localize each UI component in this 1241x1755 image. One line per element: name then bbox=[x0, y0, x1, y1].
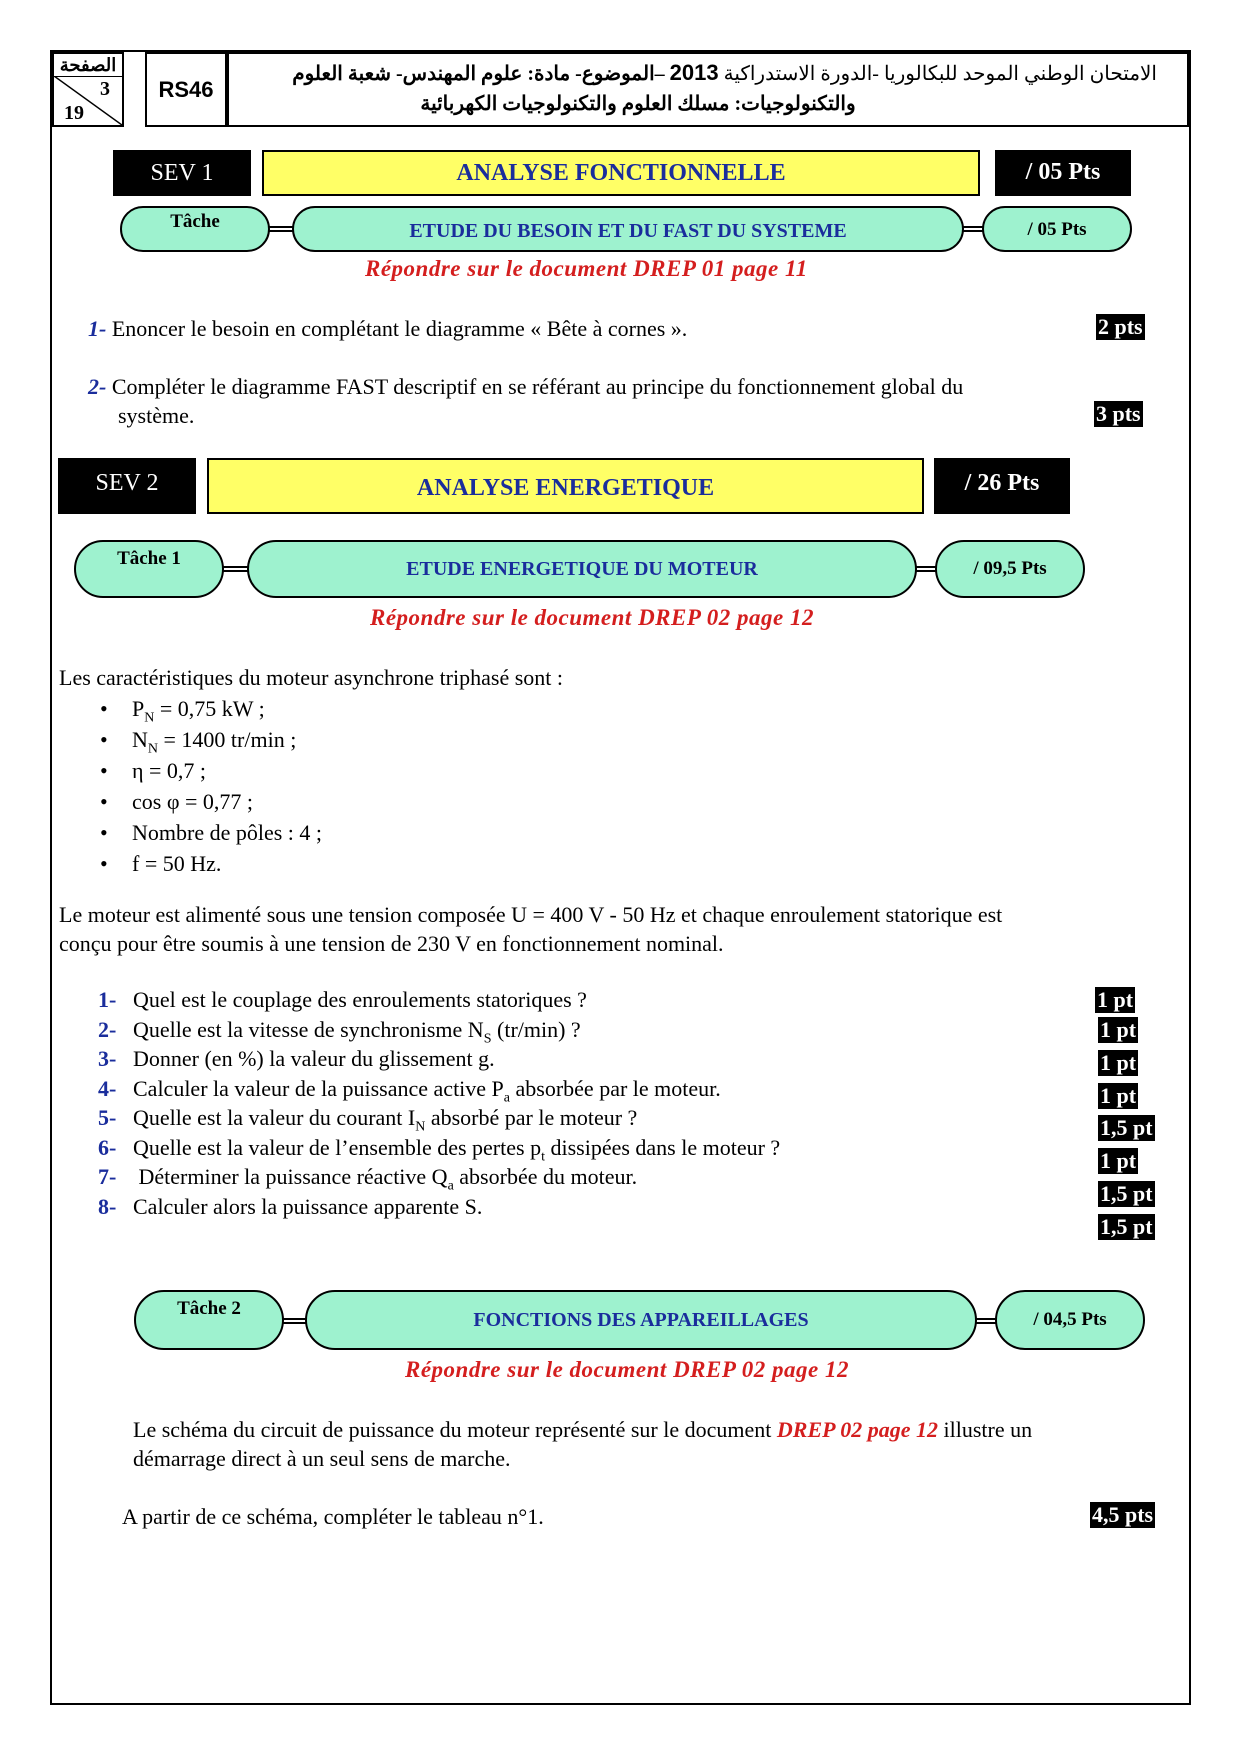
characteristics-list bbox=[100, 693, 322, 879]
task2-question: A partir de ce schéma, compléter le tableau n°1. bbox=[122, 1504, 544, 1529]
subject-code: RS46 bbox=[145, 52, 227, 127]
points-badge: 1,5 pt bbox=[1100, 1181, 1153, 1206]
list-item: • $N_N = 1400$ tr/min ; bbox=[100, 724, 322, 755]
question-row: 7- Déterminer la puissance réactive $Q_a$ absorbée du moteur. bbox=[98, 1164, 638, 1194]
list-item: • η = 0,7 ; bbox=[100, 755, 322, 786]
sev1-points: / 05 Pts bbox=[995, 150, 1131, 196]
task1-label: Tâche 1 bbox=[74, 540, 224, 598]
task2-title: FONCTIONS DES APPAREILLAGES bbox=[305, 1290, 977, 1350]
sev1-title: ANALYSE FONCTIONNELLE bbox=[262, 150, 980, 196]
list-item: • Nombre de pôles : 4 ; bbox=[100, 817, 322, 848]
sev1-task-points: / 05 Pts bbox=[982, 206, 1132, 252]
paragraph-line: conçu pour être soumis à une tension de 230 V en fonctionnement nominal. bbox=[59, 931, 724, 956]
task2-instruction: Répondre sur le document DREP 02 page 12 bbox=[405, 1357, 850, 1382]
sev2-points: / 26 Pts bbox=[934, 458, 1070, 514]
paragraph-line: démarrage direct à un seul sens de marche. bbox=[133, 1446, 511, 1471]
connector bbox=[222, 566, 249, 572]
task1-title: ETUDE ENERGETIQUE DU MOTEUR bbox=[247, 540, 917, 598]
sev1-q1-points: 2 pts bbox=[1098, 314, 1143, 339]
page-number: 3 bbox=[100, 78, 110, 100]
question-number: 2- bbox=[88, 374, 107, 399]
connector bbox=[962, 226, 984, 232]
task1-intro: Les caractéristiques du moteur asynchrone triphasé sont : bbox=[59, 665, 564, 690]
sev1-task-label: Tâche bbox=[120, 206, 270, 252]
sev2-title: ANALYSE ENERGETIQUE bbox=[207, 458, 924, 514]
points-badge: 1 pt bbox=[1100, 1148, 1137, 1173]
points-badge: 1 pt bbox=[1100, 1083, 1137, 1108]
task1-points: / 09,5 Pts bbox=[935, 540, 1085, 598]
exam-title bbox=[227, 52, 1189, 127]
connector bbox=[282, 1318, 307, 1324]
points-badge: 1 pt bbox=[1097, 987, 1134, 1012]
list-item: • $P_N = 0,75$ kW ; bbox=[100, 693, 322, 724]
paragraph-text: illustre un bbox=[938, 1417, 1033, 1442]
connector bbox=[975, 1318, 997, 1324]
question-row: 3- Donner (en %) la valeur du glissement g. bbox=[98, 1046, 495, 1071]
exam-title-part1: الامتحان الوطني الموحد للبكالوريا -الدورة الاستدراكية bbox=[718, 63, 1157, 85]
task1-instruction: Répondre sur le document DREP 02 page 12 bbox=[370, 605, 815, 630]
sev1-question-1 bbox=[88, 314, 687, 343]
points-badge: 1,5 pt bbox=[1100, 1214, 1153, 1239]
page-number-box bbox=[52, 52, 124, 127]
exam-year: 2013 bbox=[669, 60, 719, 85]
sev1-task-title: ETUDE DU BESOIN ET DU FAST DU SYSTEME bbox=[292, 206, 964, 252]
paragraph-text: Le schéma du circuit de puissance du moteur représenté sur le document bbox=[133, 1417, 777, 1442]
question-row: 4- Calculer la valeur de la puissance active $P_a$ absorbée par le moteur. bbox=[98, 1075, 721, 1105]
exam-title-part2: –الموضوع- مادة: علوم المهندس- شعبة العلوم bbox=[292, 63, 670, 85]
sev2-label: SEV 2 bbox=[58, 458, 196, 514]
connector bbox=[915, 566, 937, 572]
page-label: الصفحة bbox=[54, 54, 122, 77]
question-row: 8- Calculer alors la puissance apparente S. bbox=[98, 1193, 483, 1219]
task2-paragraph bbox=[133, 1415, 1032, 1473]
points-badge: 1 pt bbox=[1100, 1050, 1137, 1075]
question-row: 5- Quelle est la valeur du courant $I_N$ absorbé par le moteur ? bbox=[98, 1105, 638, 1135]
question-text-cont: système. bbox=[118, 403, 195, 428]
sev1-q2-points: 3 pts bbox=[1096, 401, 1141, 426]
exam-title-line2: والتكنولوجيات: مسلك العلوم والتكنولوجيات الكهربائية bbox=[420, 93, 856, 115]
sev1-label: SEV 1 bbox=[113, 150, 251, 196]
question-row: 6- Quelle est la valeur de l’ensemble des pertes $p_t$ dissipées dans le moteur ? bbox=[98, 1134, 781, 1164]
task1-paragraph bbox=[59, 900, 1002, 958]
sev1-question-2 bbox=[88, 372, 1108, 430]
task2-points: / 04,5 Pts bbox=[995, 1290, 1145, 1350]
question-number: 1- bbox=[88, 316, 107, 341]
list-item: • f = 50 Hz. bbox=[100, 848, 322, 879]
sev1-instruction: Répondre sur le document DREP 01 page 11 bbox=[365, 256, 808, 281]
points-badge: 1 pt bbox=[1100, 1017, 1137, 1042]
paragraph-line: Le moteur est alimenté sous une tension composée U = 400 V - 50 Hz et chaque enroulement statorique est bbox=[59, 902, 1003, 927]
document-reference: DREP 02 page 12 bbox=[776, 1417, 939, 1442]
connector bbox=[268, 226, 294, 232]
list-item: • cos φ = 0,77 ; bbox=[100, 786, 322, 817]
task2-label: Tâche 2 bbox=[134, 1290, 284, 1350]
task2-question-points: 4,5 pts bbox=[1092, 1502, 1154, 1527]
question-row: 2- Quelle est la vitesse de synchronisme $N_S$ (tr/min) ? bbox=[98, 1016, 581, 1046]
question-text: Compléter le diagramme FAST descriptif en se référant au principe du fonctionnement global du bbox=[111, 374, 964, 399]
page-total: 19 bbox=[64, 102, 84, 124]
points-badge: 1,5 pt bbox=[1100, 1115, 1153, 1140]
question-row: 1- Quel est le couplage des enroulements statoriques ? bbox=[98, 987, 587, 1012]
task1-questions bbox=[98, 985, 780, 1221]
question-text: Enoncer le besoin en complétant le diagramme « Bête à cornes ». bbox=[111, 316, 688, 341]
